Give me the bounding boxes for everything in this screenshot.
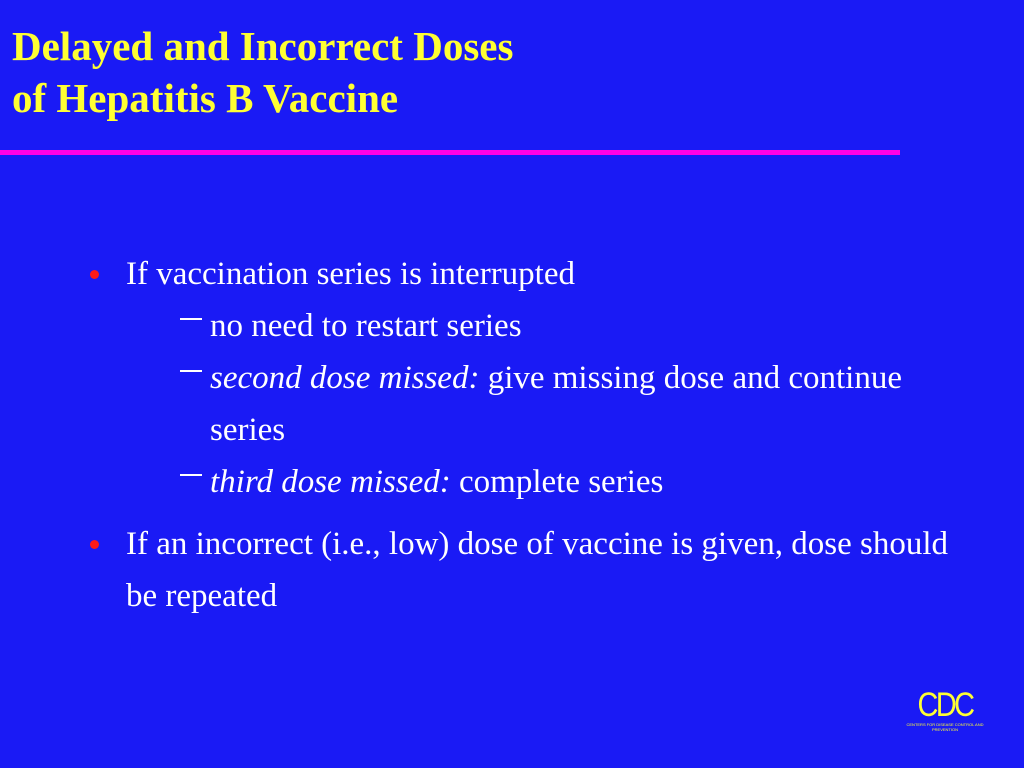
sub-bullet-text: give missing dose and continue series <box>210 360 902 448</box>
sub-bullet-text: no need to restart series <box>210 308 522 344</box>
bullet-text: If vaccination series is interrupted <box>126 256 575 292</box>
bullet-dot-icon <box>90 270 99 279</box>
title-divider <box>0 150 900 155</box>
slide-body <box>88 248 948 622</box>
dash-icon <box>172 352 210 404</box>
bullet-item <box>88 248 948 508</box>
slide-title <box>12 20 513 124</box>
cdc-logo <box>905 688 985 732</box>
dash-icon <box>172 456 210 508</box>
sub-bullet-emphasis: second dose missed: <box>210 360 480 396</box>
sub-bullet-item <box>126 456 948 508</box>
sub-bullet-text: complete series <box>450 464 664 500</box>
sub-bullet-emphasis: third dose missed: <box>210 464 451 500</box>
bullet-dot-icon <box>90 540 99 549</box>
slide-title-line-1: Delayed and Incorrect Doses <box>12 23 514 69</box>
sub-bullet-item <box>126 352 948 456</box>
sub-bullet-item <box>126 300 948 352</box>
slide-title-line-2: of Hepatitis B Vaccine <box>12 75 399 121</box>
cdc-logo-mark: CDC <box>917 686 973 724</box>
dash-icon <box>172 300 210 352</box>
bullet-text: If an incorrect (i.e., low) dose of vaccine is given, dose should be repeated <box>126 526 948 614</box>
cdc-logo-subtitle: CENTERS FOR DISEASE CONTROL AND PREVENTION <box>906 722 984 732</box>
bullet-item <box>88 518 948 622</box>
